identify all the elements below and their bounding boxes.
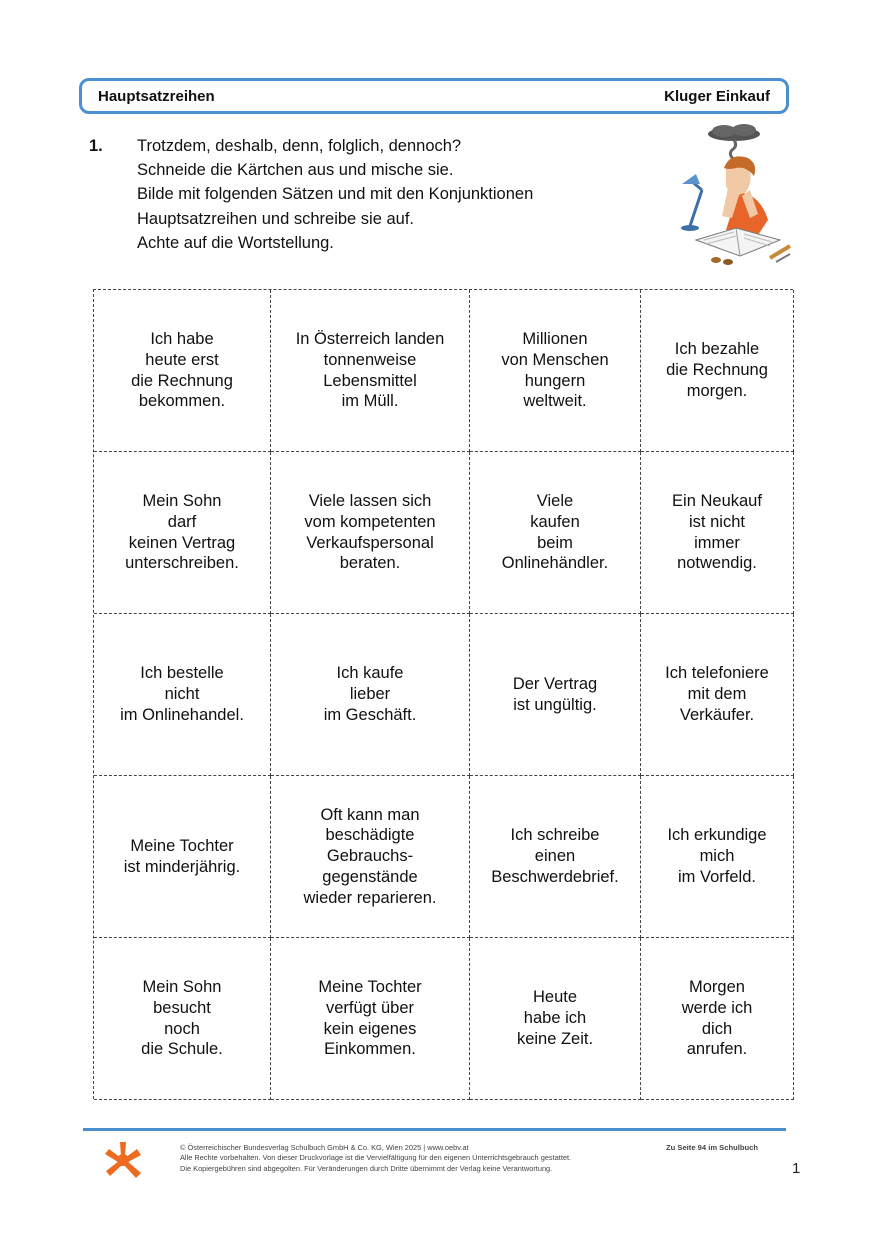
- card-text: Ein Neukauf ist nicht immer notwendig.: [672, 491, 762, 573]
- card-text: In Österreich landen tonnenweise Lebensmittel im Müll.: [295, 329, 445, 411]
- card-text: Meine Tochter ist minderjährig.: [123, 836, 241, 876]
- sentence-card: [94, 938, 271, 1100]
- oebv-logo-icon: [103, 1140, 143, 1180]
- page-number: 1: [792, 1160, 801, 1177]
- sentence-card: [470, 938, 641, 1100]
- sentence-card: [641, 452, 794, 614]
- sentence-card: [271, 614, 470, 776]
- legal-notice: [180, 1143, 650, 1174]
- card-text: Ich habe heute erst die Rechnung bekommen.: [131, 329, 233, 411]
- sentence-card: [271, 776, 470, 938]
- legal-line: Die Kopiergebühren sind abgegolten. Für Veränderungen durch Dritte übernimmt der Verlag keine Verantwortung.: [180, 1163, 553, 1173]
- sentence-card: [271, 938, 470, 1100]
- sentence-card: [94, 290, 271, 452]
- legal-line: © Österreichischer Bundesverlag Schulbuch GmbH & Co. KG, Wien 2025 | www.oebv.at: [180, 1143, 469, 1152]
- sentence-card: [641, 614, 794, 776]
- task-line: Achte auf die Wortstellung.: [137, 233, 334, 252]
- card-text: Heute habe ich keine Zeit.: [516, 988, 594, 1048]
- student-figure: [722, 156, 768, 238]
- sentence-card: [641, 290, 794, 452]
- book-icon: [696, 228, 780, 256]
- header-box: [79, 78, 789, 114]
- legal-line: Alle Rechte vorbehalten. Von dieser Druckvorlage ist die Vervielfältigung für den eigenen Unterrichtsgebrauch gestattet.: [180, 1153, 572, 1163]
- card-text: Ich bestelle nicht im Onlinehandel.: [120, 664, 244, 724]
- sentence-cards-grid: [93, 289, 793, 1099]
- task-line: Bilde mit folgenden Sätzen und mit den Konjunktionen: [137, 185, 534, 204]
- lamp-icon: [681, 174, 702, 231]
- footer-divider: [83, 1128, 786, 1131]
- sentence-card: [470, 452, 641, 614]
- card-text: Ich schreibe einen Beschwerdebrief.: [491, 826, 619, 886]
- card-text: Ich telefoniere mit dem Verkäufer.: [665, 664, 769, 724]
- card-text: Viele kaufen beim Onlinehändler.: [501, 491, 609, 573]
- sentence-card: [470, 290, 641, 452]
- task-number: 1.: [89, 137, 103, 155]
- student-thinking-illustration: [676, 122, 794, 270]
- sentence-card: [94, 614, 271, 776]
- sentence-card: [470, 776, 641, 938]
- card-text: Viele lassen sich vom kompetenten Verkaufspersonal beraten.: [304, 491, 436, 573]
- header-right-title: Kluger Einkauf: [664, 87, 770, 105]
- card-text: Ich bezahle die Rechnung morgen.: [666, 340, 768, 400]
- card-text: Meine Tochter verfügt über kein eigenes Einkommen.: [318, 977, 422, 1059]
- sentence-card: [641, 776, 794, 938]
- task-line: Trotzdem, deshalb, denn, folglich, dennoch?: [137, 137, 462, 155]
- sentence-card: [94, 452, 271, 614]
- card-text: Ich kaufe lieber im Geschäft.: [323, 664, 417, 724]
- card-text: Der Vertrag ist ungültig.: [512, 674, 598, 714]
- page-reference: Zu Seite 94 im Schulbuch: [666, 1143, 758, 1152]
- card-text: Mein Sohn darf keinen Vertrag unterschreiben.: [125, 491, 239, 573]
- sentence-card: [94, 776, 271, 938]
- task-line: Hauptsatzreihen und schreibe sie auf.: [137, 209, 415, 228]
- task-line: Schneide die Kärtchen aus und mische sie.: [137, 161, 454, 180]
- card-text: Oft kann man beschädigte Gebrauchs- gegenstände wieder reparieren.: [303, 805, 437, 907]
- sentence-card: [271, 452, 470, 614]
- card-text: Mein Sohn besucht noch die Schule.: [141, 977, 223, 1059]
- sentence-card: [470, 614, 641, 776]
- sentence-card: [271, 290, 470, 452]
- card-text: Morgen werde ich dich anrufen.: [681, 977, 753, 1059]
- card-text: Millionen von Menschen hungern weltweit.: [501, 329, 609, 411]
- header-left-title: Hauptsatzreihen: [98, 87, 215, 105]
- cloud-icon: [708, 124, 760, 160]
- sentence-card: [641, 938, 794, 1100]
- card-text: Ich erkundige mich im Vorfeld.: [667, 826, 767, 886]
